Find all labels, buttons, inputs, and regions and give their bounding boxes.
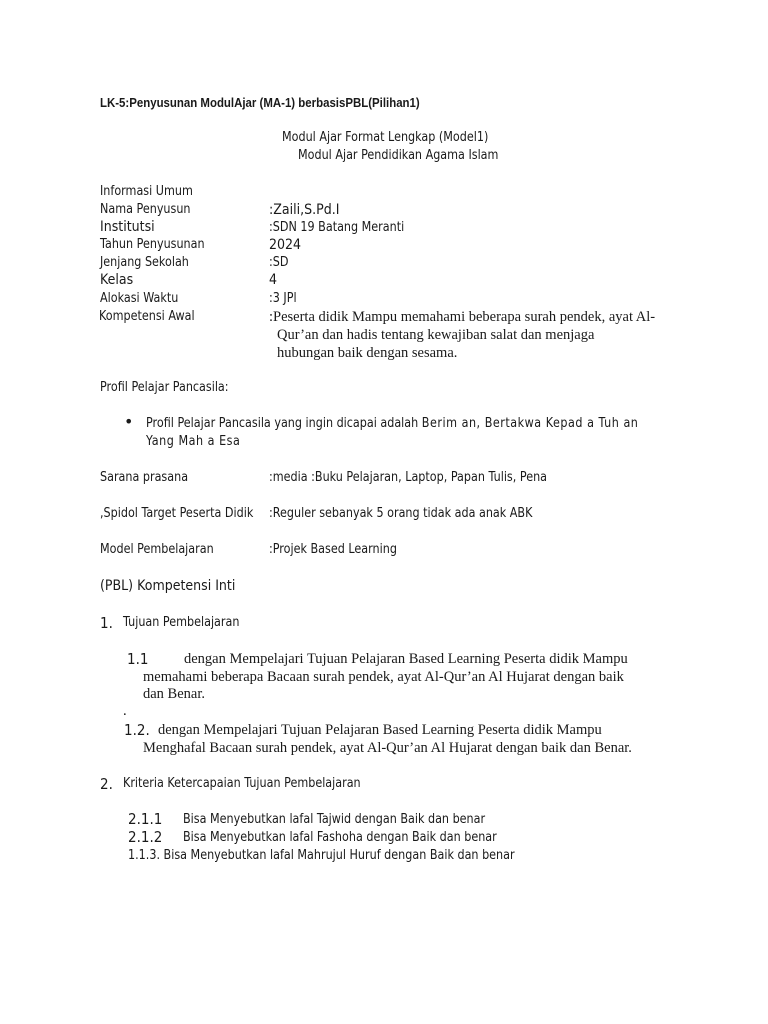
kriteria-item2-number: 2.1.2: [128, 828, 163, 846]
module-format-subtitle: Modul Ajar Format Lengkap (Model1): [282, 130, 489, 145]
info-label-jenjang: Jenjang Sekolah: [100, 255, 189, 270]
kompetensi-awal-line2: Qur’an dan hadis tentang kewajiban salat dan menjaga: [277, 327, 595, 343]
profil-bullet-line2: Yang Mah a Esa: [146, 434, 241, 449]
sarana-label: Sarana prasana: [100, 470, 189, 485]
tujuan-item2-line1: dengan Mempelajari Tujuan Pelajaran Based Learning Peserta didik Mampu: [158, 722, 602, 738]
profil-bullet-line1: [146, 416, 638, 431]
kriteria-heading: Kriteria Ketercapaian Tujuan Pembelajaran: [123, 776, 361, 791]
tujuan-item1-line3: dan Benar.: [143, 686, 206, 702]
info-label-kompetensi-awal: Kompetensi Awal: [99, 309, 195, 324]
bullet-icon: •: [124, 412, 134, 431]
info-value-alokasi: :3 JPl: [269, 291, 297, 306]
kriteria-item3: 1.1.3. Bisa Menyebutkan lafal Mahrujul Huruf dengan Baik dan benar: [128, 848, 515, 863]
info-value-kelas: 4: [269, 272, 278, 288]
kriteria-number: 2.: [100, 775, 113, 793]
tujuan-item1-line2: memahami beberapa Bacaan surah pendek, ayat Al-Qur’an Al Hujarat dengan baik: [143, 669, 624, 685]
kriteria-item2-text: Bisa Menyebutkan lafal Fashoha dengan Baik dan benar: [183, 830, 497, 845]
tujuan-item1-number: 1.1: [127, 650, 149, 668]
info-label-nama: Nama Penyusun: [100, 202, 191, 217]
tujuan-heading: Tujuan Pembelajaran: [123, 615, 240, 630]
info-value-nama: :Zaili,S.Pd.I: [269, 202, 340, 218]
tujuan-item2-line2: Menghafal Bacaan surah pendek, ayat Al-Qur’an Al Hujarat dengan baik dan Benar.: [143, 740, 632, 756]
info-label-institusi: Institutsi: [100, 219, 155, 235]
info-value-tahun: 2024: [269, 237, 302, 253]
document-title: LK-5:Penyusunan ModulAjar (MA-1) berbasisPBL(Pilihan1): [100, 95, 420, 110]
profil-bullet-emphasis: Berim an, Bertakwa Kepad a Tuh an: [421, 416, 639, 431]
model-label: Model Pembelajaran: [100, 542, 214, 557]
kriteria-item1-text: Bisa Menyebutkan lafal Tajwid dengan Baik dan benar: [183, 812, 486, 827]
tujuan-item2-number: 1.2.: [124, 721, 150, 739]
kompetensi-awal-line3: hubungan baik dengan sesama.: [277, 345, 458, 361]
model-value: :Projek Based Learning: [269, 542, 397, 557]
info-label-alokasi: Alokasi Waktu: [100, 291, 179, 306]
tujuan-number: 1.: [100, 614, 113, 632]
module-subject-subtitle: Modul Ajar Pendidikan Agama Islam: [298, 148, 499, 163]
info-label-kelas: Kelas: [100, 272, 134, 288]
tujuan-item1-line1: dengan Mempelajari Tujuan Pelajaran Based Learning Peserta didik Mampu: [184, 651, 628, 667]
profil-bullet-text: Profil Pelajar Pancasila yang ingin dicapai adalah: [146, 416, 422, 431]
target-label: ,Spidol Target Peserta Didik: [100, 506, 254, 521]
info-value-kompetensi-awal: :Peserta didik Mampu memahami beberapa surah pendek, ayat Al-: [269, 309, 656, 325]
stray-dot: .: [123, 703, 127, 719]
info-label-tahun: Tahun Penyusunan: [100, 237, 205, 252]
target-value: :Reguler sebanyak 5 orang tidak ada anak ABK: [269, 506, 533, 521]
info-value-jenjang: :SD: [269, 255, 289, 270]
profil-heading: Profil Pelajar Pancasila:: [100, 380, 229, 395]
info-heading: Informasi Umum: [100, 184, 193, 199]
kriteria-item1-number: 2.1.1: [128, 810, 163, 828]
info-value-institusi: :SDN 19 Batang Meranti: [269, 220, 405, 235]
kompetensi-inti-heading: (PBL) Kompetensi Inti: [100, 578, 236, 594]
sarana-value: :media :Buku Pelajaran, Laptop, Papan Tulis, Pena: [269, 470, 548, 485]
